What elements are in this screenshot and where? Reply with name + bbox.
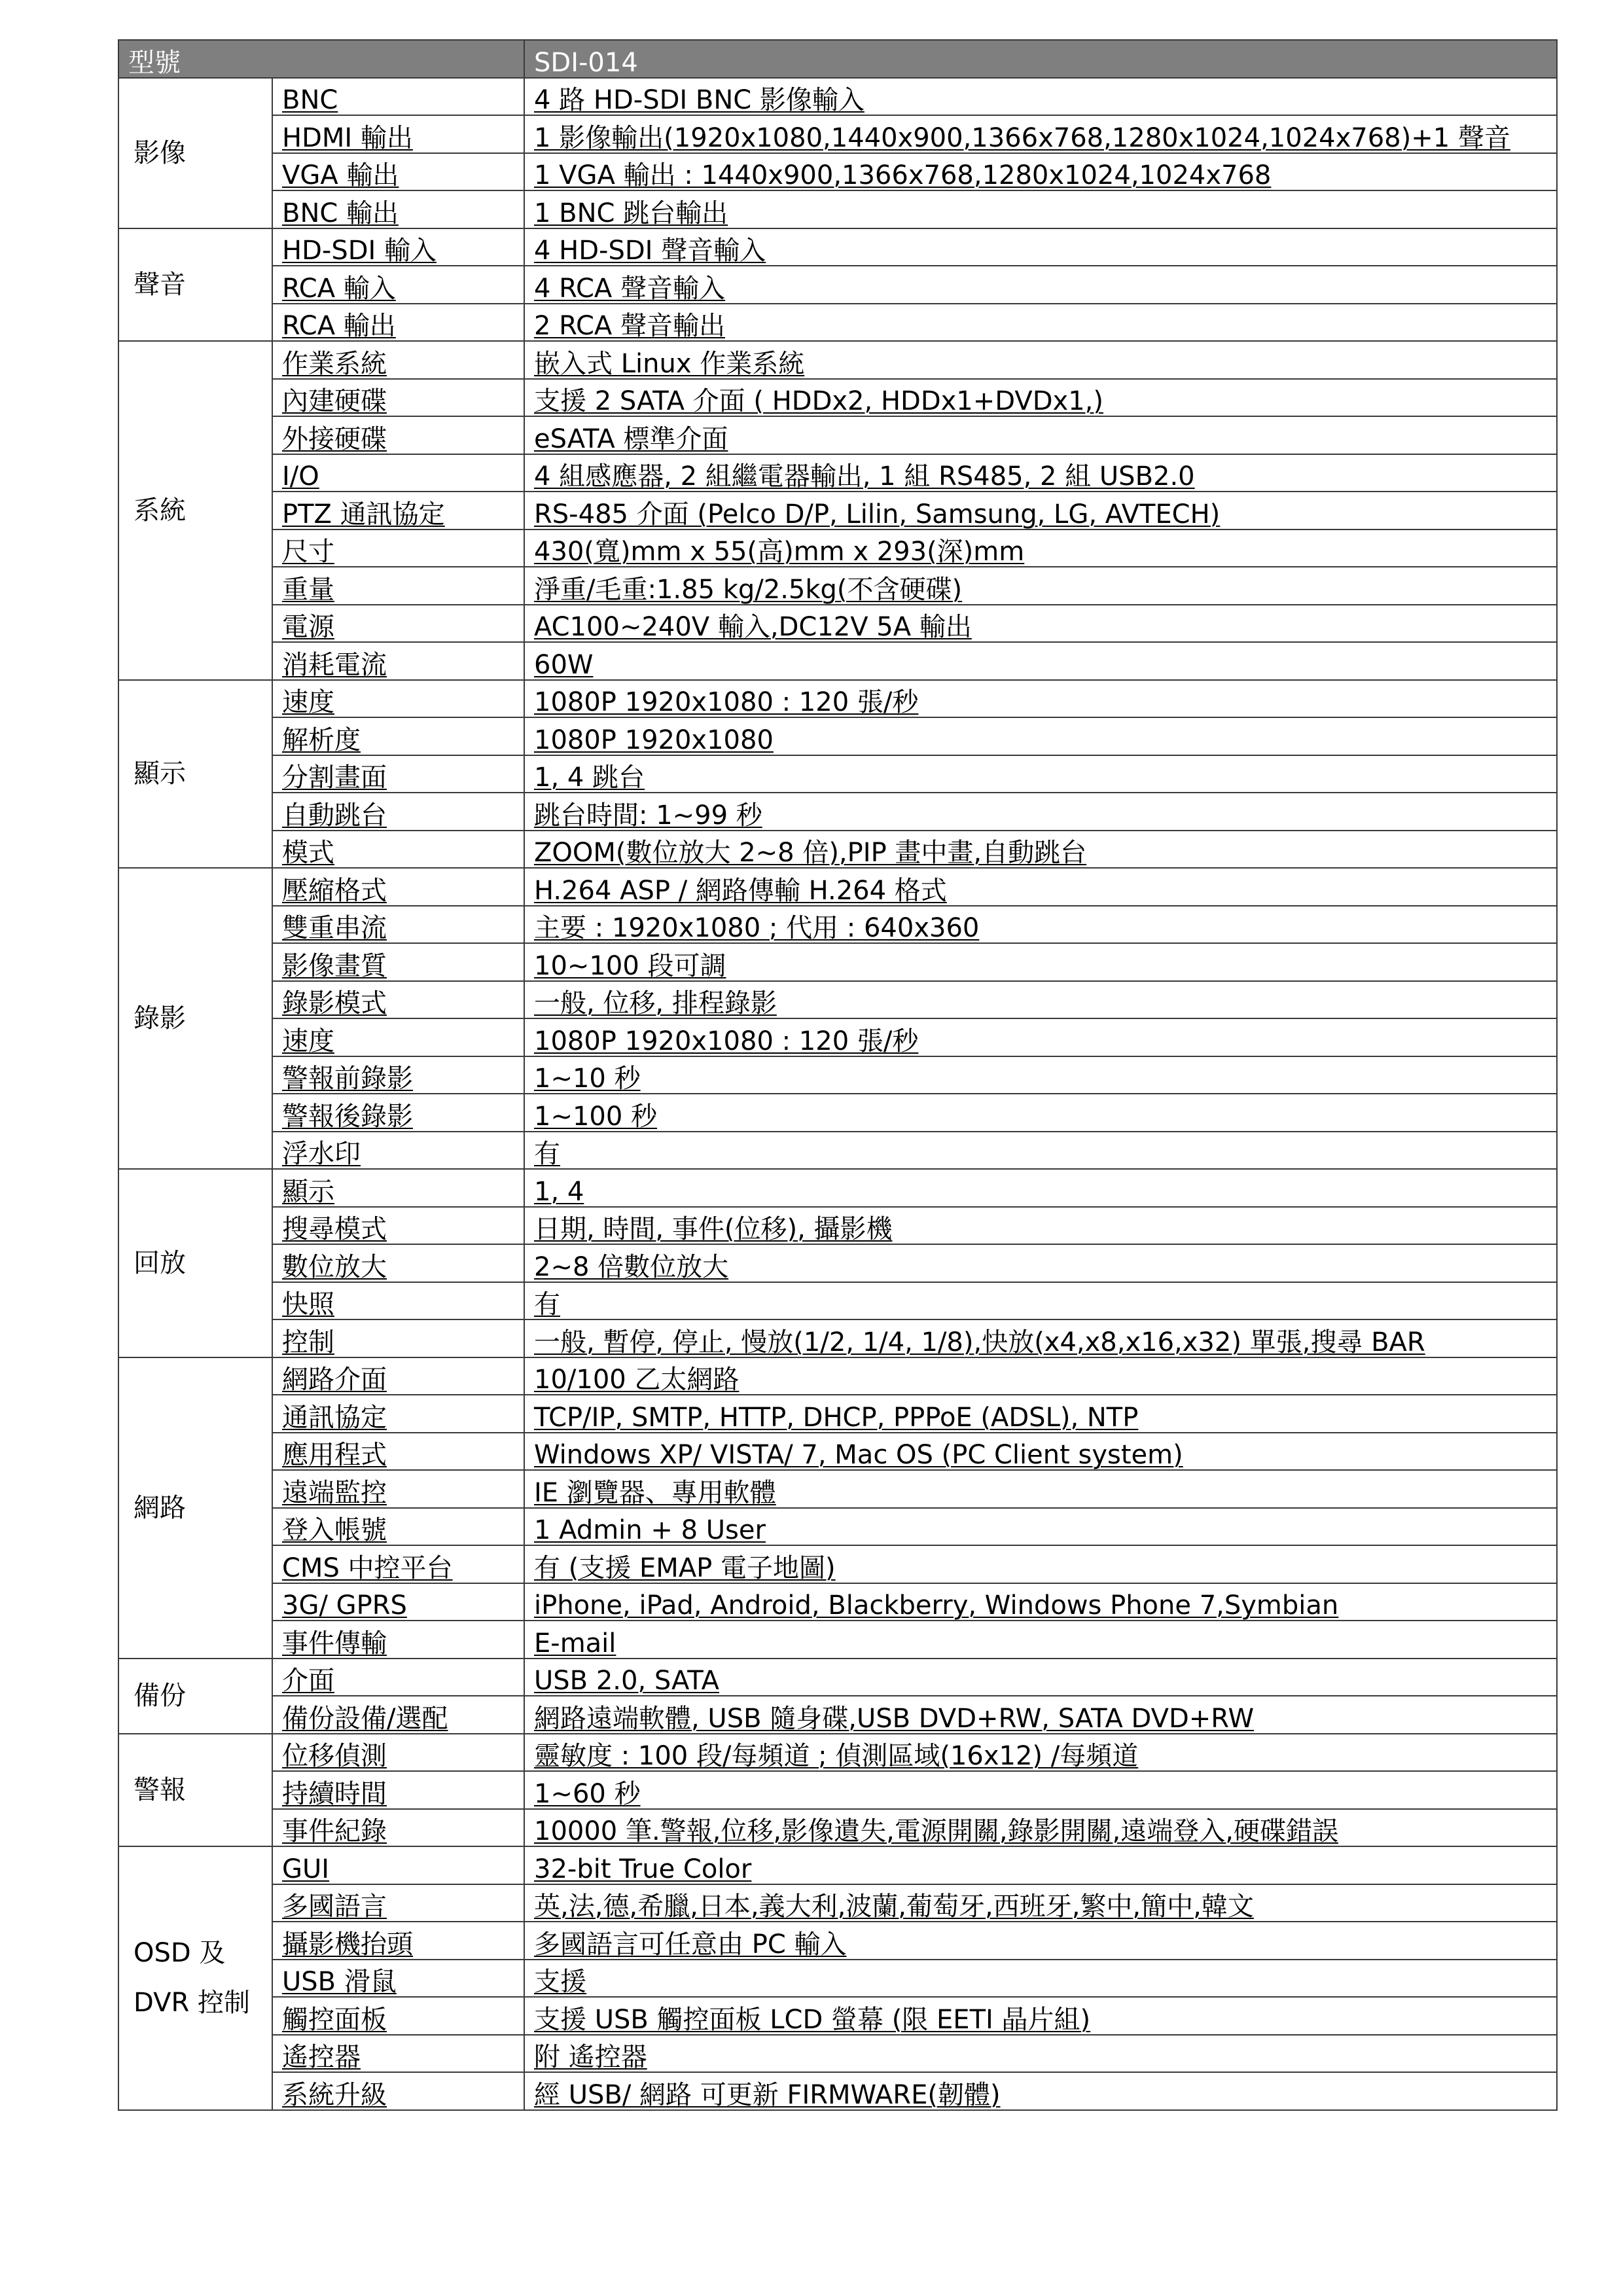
spec-item-value: 英,法,德,希臘,日本,義大利,波蘭,葡萄牙,西班牙,繁中,簡中,韓文 [524, 1884, 1557, 1922]
spec-row [118, 1395, 1557, 1433]
category-label: 回放 [118, 1169, 272, 1357]
spec-row [118, 1508, 1557, 1546]
spec-item-value: 1~10 秒 [524, 1056, 1557, 1094]
spec-row [118, 454, 1557, 492]
spec-item-label: 警報後錄影 [272, 1094, 524, 1132]
spec-item-value: 32-bit True Color [524, 1846, 1557, 1884]
spec-item-label: 攝影機抬頭 [272, 1922, 524, 1960]
spec-row [118, 1207, 1557, 1245]
spec-row [118, 1659, 1557, 1696]
category-label: 聲音 [118, 228, 272, 342]
spec-item-value: 4 組感應器, 2 組繼電器輸出, 1 組 RS485, 2 組 USB2.0 [524, 454, 1557, 492]
spec-row [118, 1132, 1557, 1170]
spec-item-value: H.264 ASP / 網路傳輸 H.264 格式 [524, 868, 1557, 906]
spec-item-label: RCA 輸入 [272, 266, 524, 304]
spec-row [118, 529, 1557, 567]
spec-table-body [118, 40, 1557, 2110]
spec-row [118, 755, 1557, 793]
spec-item-value: 一般, 位移, 排程錄影 [524, 981, 1557, 1019]
spec-item-label: CMS 中控平台 [272, 1545, 524, 1583]
category-label: 錄影 [118, 868, 272, 1169]
spec-item-value: 1 BNC 跳台輸出 [524, 190, 1557, 228]
spec-item-label: 電源 [272, 605, 524, 643]
spec-item-value: 1080P 1920x1080 [524, 717, 1557, 755]
spec-item-label: 位移偵測 [272, 1734, 524, 1772]
spec-item-label: 觸控面板 [272, 1997, 524, 2035]
spec-item-value: 附 遙控器 [524, 2035, 1557, 2073]
spec-row [118, 153, 1557, 191]
spec-row [118, 1094, 1557, 1132]
spec-item-value: 有 (支援 EMAP 電子地圖) [524, 1545, 1557, 1583]
header-row [118, 40, 1557, 78]
spec-item-label: 外接硬碟 [272, 416, 524, 454]
spec-item-label: 速度 [272, 1018, 524, 1056]
spec-row [118, 1884, 1557, 1922]
spec-row [118, 78, 1557, 116]
spec-item-label: HDMI 輸出 [272, 115, 524, 153]
spec-item-label: 快照 [272, 1282, 524, 1320]
spec-item-value: 10~100 段可調 [524, 943, 1557, 981]
spec-item-value: 網路遠端軟體, USB 隨身碟,USB DVD+RW, SATA DVD+RW [524, 1696, 1557, 1734]
spec-row [118, 1470, 1557, 1508]
spec-item-label: 登入帳號 [272, 1508, 524, 1546]
spec-item-value: AC100~240V 輸入,DC12V 5A 輸出 [524, 605, 1557, 643]
spec-row [118, 1169, 1557, 1207]
spec-item-label: 模式 [272, 831, 524, 869]
spec-row [118, 341, 1557, 379]
spec-row [118, 1846, 1557, 1884]
spec-item-label: 分割畫面 [272, 755, 524, 793]
spec-row [118, 416, 1557, 454]
spec-item-value: 10/100 乙太網路 [524, 1357, 1557, 1395]
spec-item-value: 支援 USB 觸控面板 LCD 螢幕 (限 EETI 晶片組) [524, 1997, 1557, 2035]
spec-item-value: 有 [524, 1132, 1557, 1170]
spec-item-label: 雙重串流 [272, 906, 524, 944]
spec-item-label: 遠端監控 [272, 1470, 524, 1508]
spec-row [118, 492, 1557, 529]
spec-item-value: 主要 : 1920x1080 ; 代用 : 640x360 [524, 906, 1557, 944]
spec-item-label: 3G/ GPRS [272, 1583, 524, 1621]
spec-item-label: PTZ 通訊協定 [272, 492, 524, 529]
spec-item-value: 1 VGA 輸出 : 1440x900,1366x768,1280x1024,1024x768 [524, 153, 1557, 191]
spec-row [118, 1696, 1557, 1734]
spec-item-label: 內建硬碟 [272, 379, 524, 417]
spec-row [118, 1545, 1557, 1583]
spec-row [118, 379, 1557, 417]
spec-item-value: 多國語言可任意由 PC 輸入 [524, 1922, 1557, 1960]
category-label: 警報 [118, 1734, 272, 1847]
spec-item-value: 1, 4 跳台 [524, 755, 1557, 793]
category-label: 顯示 [118, 680, 272, 869]
spec-item-value: 60W [524, 642, 1557, 680]
spec-item-value: RS-485 介面 (Pelco D/P, Lilin, Samsung, LG, AVTECH) [524, 492, 1557, 529]
spec-row [118, 1997, 1557, 2035]
spec-item-value: 有 [524, 1282, 1557, 1320]
spec-row [118, 115, 1557, 153]
spec-row [118, 906, 1557, 944]
spec-item-value: 4 HD-SDI 聲音輸入 [524, 228, 1557, 266]
spec-item-value: 10000 筆.警報,位移,影像遺失,電源開關,錄影開關,遠端登入,硬碟錯誤 [524, 1809, 1557, 1847]
model-number: SDI-014 [524, 40, 1557, 78]
spec-item-value: 4 路 HD-SDI BNC 影像輸入 [524, 78, 1557, 116]
spec-row [118, 1056, 1557, 1094]
spec-row [118, 567, 1557, 605]
spec-item-value: IE 瀏覽器、專用軟體 [524, 1470, 1557, 1508]
spec-item-label: GUI [272, 1846, 524, 1884]
category-label: 網路 [118, 1357, 272, 1659]
spec-row [118, 2072, 1557, 2110]
spec-item-label: 系統升級 [272, 2072, 524, 2110]
spec-item-value: 1080P 1920x1080 : 120 張/秒 [524, 680, 1557, 718]
spec-item-label: 數位放大 [272, 1244, 524, 1282]
spec-row [118, 1244, 1557, 1282]
spec-row [118, 981, 1557, 1019]
spec-item-value: ZOOM(數位放大 2~8 倍),PIP 畫中畫,自動跳台 [524, 831, 1557, 869]
spec-item-label: 自動跳台 [272, 793, 524, 831]
spec-row [118, 868, 1557, 906]
spec-row [118, 793, 1557, 831]
spec-item-value: iPhone, iPad, Android, Blackberry, Windows Phone 7,Symbian [524, 1583, 1557, 1621]
spec-item-value: Windows XP/ VISTA/ 7, Mac OS (PC Client system) [524, 1433, 1557, 1471]
spec-item-label: 警報前錄影 [272, 1056, 524, 1094]
spec-item-label: 多國語言 [272, 1884, 524, 1922]
spec-row [118, 680, 1557, 718]
spec-row [118, 1922, 1557, 1960]
spec-row [118, 228, 1557, 266]
spec-item-value: USB 2.0, SATA [524, 1659, 1557, 1696]
spec-row [118, 1809, 1557, 1847]
spec-item-label: USB 滑鼠 [272, 1960, 524, 1998]
spec-item-value: 1 Admin + 8 User [524, 1508, 1557, 1546]
category-label: 系統 [118, 341, 272, 680]
spec-item-label: 顯示 [272, 1169, 524, 1207]
spec-item-label: RCA 輸出 [272, 304, 524, 342]
spec-item-label: BNC 輸出 [272, 190, 524, 228]
spec-item-label: 搜尋模式 [272, 1207, 524, 1245]
spec-item-label: I/O [272, 454, 524, 492]
spec-item-label: 尺寸 [272, 529, 524, 567]
header-label: 型號 [118, 40, 524, 78]
spec-item-value: 嵌入式 Linux 作業系統 [524, 341, 1557, 379]
spec-item-value: 經 USB/ 網路 可更新 FIRMWARE(韌體) [524, 2072, 1557, 2110]
spec-row [118, 1018, 1557, 1056]
spec-item-label: 重量 [272, 567, 524, 605]
spec-row [118, 831, 1557, 869]
spec-item-label: VGA 輸出 [272, 153, 524, 191]
spec-item-value: TCP/IP, SMTP, HTTP, DHCP, PPPoE (ADSL), NTP [524, 1395, 1557, 1433]
spec-item-value: 4 RCA 聲音輸入 [524, 266, 1557, 304]
spec-item-value: 1080P 1920x1080 : 120 張/秒 [524, 1018, 1557, 1056]
spec-item-value: 跳台時間: 1~99 秒 [524, 793, 1557, 831]
spec-row [118, 605, 1557, 643]
spec-item-value: 1~100 秒 [524, 1094, 1557, 1132]
spec-item-value: E-mail [524, 1621, 1557, 1659]
spec-item-label: 速度 [272, 680, 524, 718]
spec-item-label: 事件紀錄 [272, 1809, 524, 1847]
spec-item-label: 備份設備/選配 [272, 1696, 524, 1734]
spec-item-label: 控制 [272, 1319, 524, 1357]
spec-item-label: BNC [272, 78, 524, 116]
spec-item-label: 解析度 [272, 717, 524, 755]
spec-row [118, 1282, 1557, 1320]
spec-item-value: eSATA 標準介面 [524, 416, 1557, 454]
spec-row [118, 190, 1557, 228]
spec-item-label: 作業系統 [272, 341, 524, 379]
spec-item-value: 靈敏度 : 100 段/每頻道 ; 偵測區域(16x12) /每頻道 [524, 1734, 1557, 1772]
spec-item-label: 影像畫質 [272, 943, 524, 981]
spec-item-value: 1~60 秒 [524, 1771, 1557, 1809]
spec-item-value: 支援 [524, 1960, 1557, 1998]
spec-item-label: 浮水印 [272, 1132, 524, 1170]
spec-item-value: 430(寬)mm x 55(高)mm x 293(深)mm [524, 529, 1557, 567]
spec-item-label: 消耗電流 [272, 642, 524, 680]
spec-item-label: 網路介面 [272, 1357, 524, 1395]
spec-row [118, 1771, 1557, 1809]
spec-row [118, 304, 1557, 342]
spec-row [118, 1734, 1557, 1772]
spec-item-label: 錄影模式 [272, 981, 524, 1019]
spec-item-label: 介面 [272, 1659, 524, 1696]
spec-row [118, 1433, 1557, 1471]
spec-item-value: 日期, 時間, 事件(位移), 攝影機 [524, 1207, 1557, 1245]
spec-item-value: 2~8 倍數位放大 [524, 1244, 1557, 1282]
spec-item-value: 一般, 暫停, 停止, 慢放(1/2, 1/4, 1/8),快放(x4,x8,x16,x32) 單張,搜尋 BAR [524, 1319, 1557, 1357]
spec-item-label: HD-SDI 輸入 [272, 228, 524, 266]
spec-item-value: 2 RCA 聲音輸出 [524, 304, 1557, 342]
spec-item-label: 壓縮格式 [272, 868, 524, 906]
category-label: 影像 [118, 78, 272, 228]
spec-item-label: 持續時間 [272, 1771, 524, 1809]
category-label: 備份 [118, 1659, 272, 1734]
spec-row [118, 1621, 1557, 1659]
spec-row [118, 1319, 1557, 1357]
spec-item-value: 1, 4 [524, 1169, 1557, 1207]
spec-item-label: 事件傳輸 [272, 1621, 524, 1659]
spec-row [118, 1357, 1557, 1395]
spec-row [118, 943, 1557, 981]
spec-item-label: 應用程式 [272, 1433, 524, 1471]
spec-row [118, 717, 1557, 755]
spec-item-label: 遙控器 [272, 2035, 524, 2073]
spec-row [118, 266, 1557, 304]
category-label: OSD 及 DVR 控制 [118, 1846, 272, 2110]
spec-row [118, 642, 1557, 680]
spec-row [118, 2035, 1557, 2073]
spec-table [118, 39, 1558, 2111]
spec-item-label: 通訊協定 [272, 1395, 524, 1433]
spec-item-value: 支援 2 SATA 介面 ( HDDx2, HDDx1+DVDx1,) [524, 379, 1557, 417]
spec-item-value: 1 影像輸出(1920x1080,1440x900,1366x768,1280x1024,1024x768)+1 聲音 [524, 115, 1557, 153]
spec-row [118, 1583, 1557, 1621]
spec-item-value: 淨重/毛重:1.85 kg/2.5kg(不含硬碟) [524, 567, 1557, 605]
spec-row [118, 1960, 1557, 1998]
